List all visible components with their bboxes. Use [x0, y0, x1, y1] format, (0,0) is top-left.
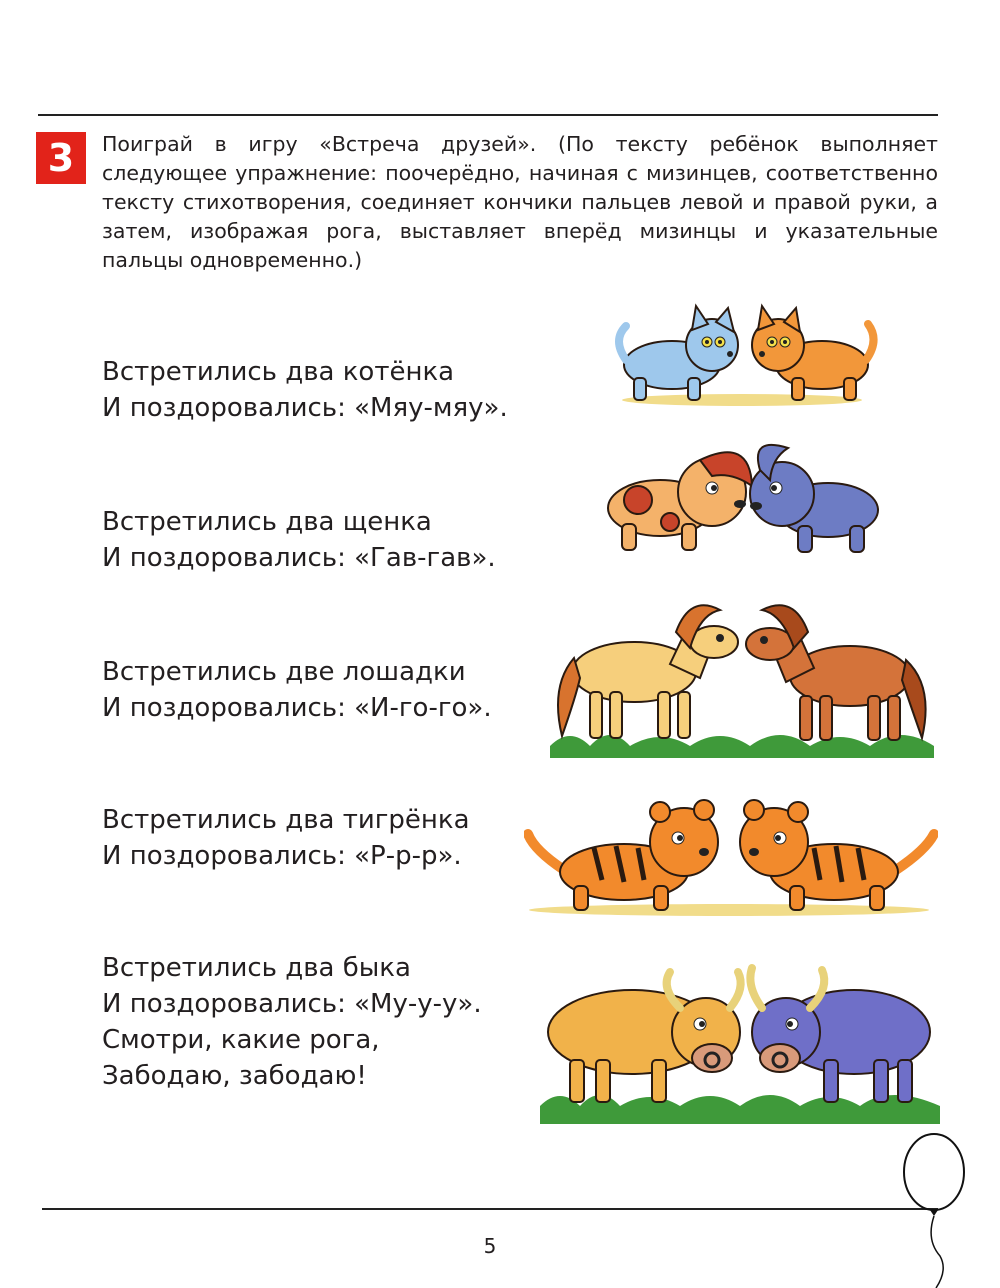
stanza-tigers — [102, 802, 470, 874]
task-number-badge: 3 — [36, 132, 86, 184]
poem-line: Смотри, какие рога, — [102, 1025, 380, 1055]
bulls-illustration — [540, 952, 940, 1132]
poem-line: И поздоровались: «Мяу-мяу». — [102, 393, 508, 423]
poem-line: Встретились два котёнка — [102, 357, 455, 387]
poem-line: Встретились два щенка — [102, 507, 432, 537]
poem-line: И поздоровались: «Р-р-р». — [102, 841, 462, 871]
puppies-illustration — [600, 436, 890, 556]
poem-line: Встретились два тигрёнка — [102, 805, 470, 835]
bottom-rule — [42, 1208, 938, 1210]
balloon-icon — [896, 1130, 976, 1288]
stanza-kittens — [102, 354, 508, 426]
tigers-illustration — [524, 790, 938, 920]
task-instruction: Поиграй в игру «Встреча друзей». (По тексту ребёнок выполняет следующее упражнение: поочерёдно, начиная с мизинцев, соответственно тексту стихотворения, соединяет кончики пальцев левой и правой руки, а затем, изображая рога, выставляет вперёд мизинцы и указательные пальцы одновременно.) — [102, 132, 938, 272]
poem-line: И поздоровались: «И-го-го». — [102, 693, 492, 723]
poem-line: Забодаю, забодаю! — [102, 1061, 367, 1091]
stanza-bulls — [102, 950, 482, 1094]
stanza-puppies — [102, 504, 496, 576]
top-rule — [38, 114, 938, 116]
stanza-horses — [102, 654, 492, 726]
horses-illustration — [550, 586, 934, 766]
poem-line: Встретились две лошадки — [102, 657, 466, 687]
poem-line: И поздоровались: «Му-у-у». — [102, 989, 482, 1019]
kittens-illustration — [612, 300, 882, 410]
page-number: 5 — [483, 1234, 497, 1258]
poem-line: Встретились два быка — [102, 953, 411, 983]
poem-line: И поздоровались: «Гав-гав». — [102, 543, 496, 573]
